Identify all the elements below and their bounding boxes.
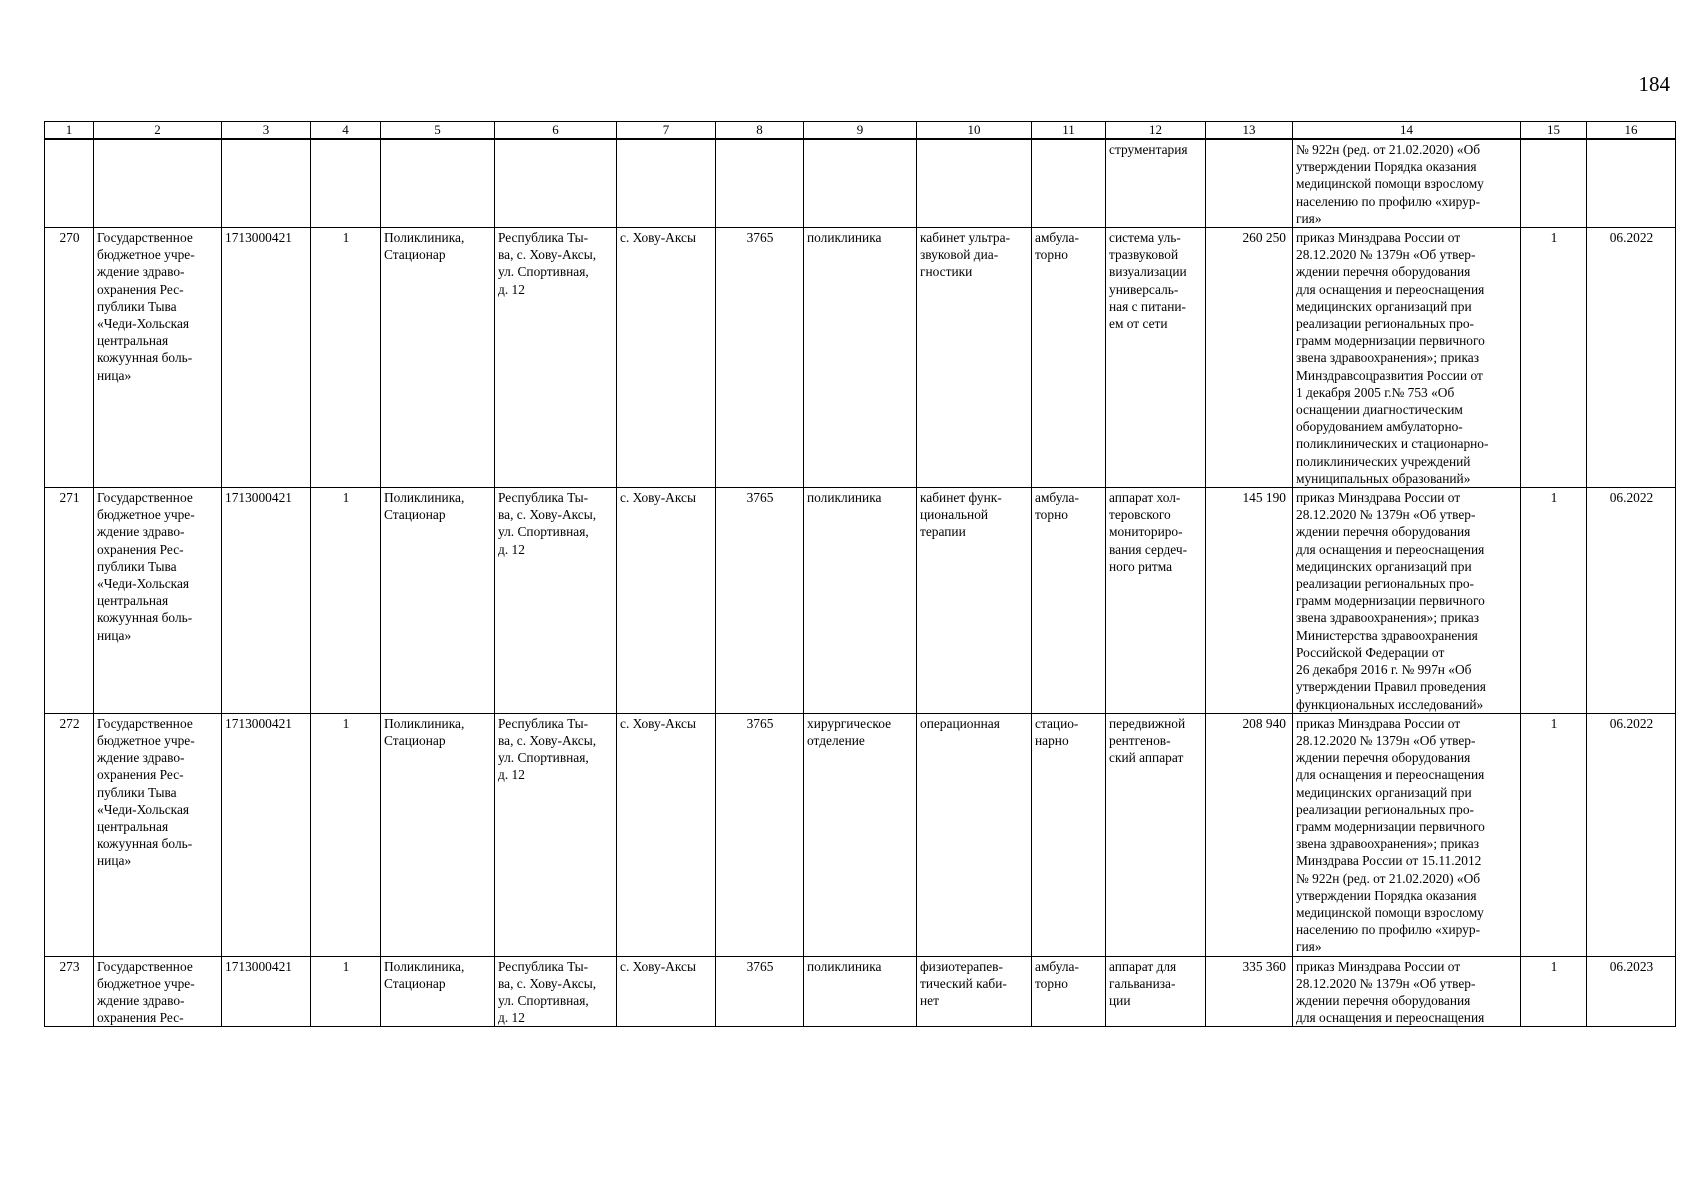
- count-cell: 1: [311, 228, 381, 488]
- address-cell: Республика Ты- ва, с. Хову-Аксы, ул. Спортивная, д. 12: [495, 956, 617, 1027]
- table-cell: [94, 139, 222, 228]
- column-header: 7: [617, 122, 716, 140]
- basis-cell: приказ Минздрава России от 28.12.2020 № 1379н «Об утвер- ждении перечня оборудования для оснащения и переоснащения медицинских организаций при реализации региональных про- грамм модернизации первичного звена здравоохранения»; приказ Минздравсоцразвития России от 1 декабря 2005 г.№ 753 «Об оснащении диагностическим оборудованием амбулаторно- поликлинических и стационарно- поликлинических учреждений муниципальных образований»: [1293, 228, 1521, 488]
- column-header: 5: [381, 122, 495, 140]
- table-cell: [1521, 139, 1587, 228]
- column-header: 1: [45, 122, 94, 140]
- column-header: 9: [804, 122, 917, 140]
- care-mode-cell: амбула- торно: [1032, 488, 1106, 714]
- facility-type-cell: Поликлиника, Стационар: [381, 956, 495, 1027]
- organization-cell: Государственное бюджетное учре- ждение здраво- охранения Рес-: [94, 956, 222, 1027]
- code-cell: 1713000421: [222, 228, 311, 488]
- equipment-cell: аппарат хол- теровского мониториро- вания сердеч- ного ритма: [1106, 488, 1206, 714]
- column-header: 6: [495, 122, 617, 140]
- header-row: [45, 122, 1676, 140]
- page-number: 184: [1638, 72, 1670, 96]
- row-number-cell: 270: [45, 228, 94, 488]
- population-cell: 3765: [716, 713, 804, 956]
- row-number-cell: 271: [45, 488, 94, 714]
- organization-cell: Государственное бюджетное учре- ждение здраво- охранения Рес- публики Тыва «Чеди-Хольская центральная кожуунная боль- ница»: [94, 488, 222, 714]
- table-row: [45, 228, 1676, 488]
- settlement-cell: с. Хову-Аксы: [617, 488, 716, 714]
- facility-type-cell: Поликлиника, Стационар: [381, 713, 495, 956]
- equipment-table: [44, 121, 1676, 1027]
- address-cell: Республика Ты- ва, с. Хову-Аксы, ул. Спортивная, д. 12: [495, 488, 617, 714]
- code-cell: 1713000421: [222, 713, 311, 956]
- facility-type-cell: Поликлиника, Стационар: [381, 228, 495, 488]
- organization-cell: Государственное бюджетное учре- ждение здраво- охранения Рес- публики Тыва «Чеди-Хольская центральная кожуунная боль- ница»: [94, 228, 222, 488]
- equipment-cell: струментария: [1106, 139, 1206, 228]
- table-cell: [45, 139, 94, 228]
- table-cell: [381, 139, 495, 228]
- room-cell: кабинет функ- циональной терапии: [917, 488, 1032, 714]
- equipment-cell: аппарат для гальваниза- ции: [1106, 956, 1206, 1027]
- count-cell: 1: [311, 488, 381, 714]
- date-cell: 06.2022: [1587, 713, 1676, 956]
- population-cell: 3765: [716, 956, 804, 1027]
- basis-cell: приказ Минздрава России от 28.12.2020 № 1379н «Об утвер- ждении перечня оборудования для оснащения и переоснащения: [1293, 956, 1521, 1027]
- date-cell: 06.2022: [1587, 488, 1676, 714]
- equipment-cell: система уль- тразвуковой визуализации универсаль- ная с питани- ем от сети: [1106, 228, 1206, 488]
- table-row-continuation: [45, 139, 1676, 228]
- date-cell: 06.2023: [1587, 956, 1676, 1027]
- code-cell: 1713000421: [222, 488, 311, 714]
- department-cell: поликлиника: [804, 488, 917, 714]
- population-cell: 3765: [716, 228, 804, 488]
- price-cell: 145 190: [1206, 488, 1293, 714]
- department-cell: поликлиника: [804, 228, 917, 488]
- organization-cell: Государственное бюджетное учре- ждение здраво- охранения Рес- публики Тыва «Чеди-Хольская центральная кожуунная боль- ница»: [94, 713, 222, 956]
- column-header: 2: [94, 122, 222, 140]
- column-header: 11: [1032, 122, 1106, 140]
- column-header: 3: [222, 122, 311, 140]
- column-header: 16: [1587, 122, 1676, 140]
- column-header: 10: [917, 122, 1032, 140]
- table-cell: [917, 139, 1032, 228]
- quantity-cell: 1: [1521, 488, 1587, 714]
- address-cell: Республика Ты- ва, с. Хову-Аксы, ул. Спортивная, д. 12: [495, 713, 617, 956]
- column-header: 13: [1206, 122, 1293, 140]
- row-number-cell: 273: [45, 956, 94, 1027]
- column-header: 8: [716, 122, 804, 140]
- room-cell: операционная: [917, 713, 1032, 956]
- department-cell: поликлиника: [804, 956, 917, 1027]
- table-cell: [222, 139, 311, 228]
- price-cell: 260 250: [1206, 228, 1293, 488]
- table-row: [45, 713, 1676, 956]
- care-mode-cell: стацио- нарно: [1032, 713, 1106, 956]
- price-cell: 208 940: [1206, 713, 1293, 956]
- quantity-cell: 1: [1521, 228, 1587, 488]
- table-cell: [617, 139, 716, 228]
- table-row: [45, 956, 1676, 1027]
- table-cell: [495, 139, 617, 228]
- care-mode-cell: амбула- торно: [1032, 228, 1106, 488]
- settlement-cell: с. Хову-Аксы: [617, 228, 716, 488]
- department-cell: хирургическое отделение: [804, 713, 917, 956]
- quantity-cell: 1: [1521, 713, 1587, 956]
- address-cell: Республика Ты- ва, с. Хову-Аксы, ул. Спортивная, д. 12: [495, 228, 617, 488]
- basis-cell: приказ Минздрава России от 28.12.2020 № 1379н «Об утвер- ждении перечня оборудования для оснащения и переоснащения медицинских организаций при реализации региональных про- грамм модернизации первичного звена здравоохранения»; приказ Министерства здравоохранения Российской Федерации от 26 декабря 2016 г. № 997н «Об утверждении Правил проведения функциональных исследований»: [1293, 488, 1521, 714]
- count-cell: 1: [311, 956, 381, 1027]
- facility-type-cell: Поликлиника, Стационар: [381, 488, 495, 714]
- settlement-cell: с. Хову-Аксы: [617, 713, 716, 956]
- basis-cell: № 922н (ред. от 21.02.2020) «Об утверждении Порядка оказания медицинской помощи взрослому населению по профилю «хирур- гия»: [1293, 139, 1521, 228]
- table-cell: [1587, 139, 1676, 228]
- room-cell: физиотерапев- тический каби- нет: [917, 956, 1032, 1027]
- row-number-cell: 272: [45, 713, 94, 956]
- date-cell: 06.2022: [1587, 228, 1676, 488]
- count-cell: 1: [311, 713, 381, 956]
- quantity-cell: 1: [1521, 956, 1587, 1027]
- column-header: 15: [1521, 122, 1587, 140]
- settlement-cell: с. Хову-Аксы: [617, 956, 716, 1027]
- table-cell: [311, 139, 381, 228]
- room-cell: кабинет ультра- звуковой диа- гностики: [917, 228, 1032, 488]
- column-header: 14: [1293, 122, 1521, 140]
- price-cell: 335 360: [1206, 956, 1293, 1027]
- care-mode-cell: амбула- торно: [1032, 956, 1106, 1027]
- table-cell: [1206, 139, 1293, 228]
- column-header: 4: [311, 122, 381, 140]
- table-cell: [716, 139, 804, 228]
- basis-cell: приказ Минздрава России от 28.12.2020 № 1379н «Об утвер- ждении перечня оборудования для оснащения и переоснащения медицинских организаций при реализации региональных про- грамм модернизации первичного звена здравоохранения»; приказ Минздрава России от 15.11.2012 № 922н (ред. от 21.02.2020) «Об утверждении Порядка оказания медицинской помощи взрослому населению по профилю «хирур- гия»: [1293, 713, 1521, 956]
- equipment-cell: передвижной рентгенов- ский аппарат: [1106, 713, 1206, 956]
- column-header: 12: [1106, 122, 1206, 140]
- population-cell: 3765: [716, 488, 804, 714]
- table-cell: [1032, 139, 1106, 228]
- table-cell: [804, 139, 917, 228]
- table-row: [45, 488, 1676, 714]
- code-cell: 1713000421: [222, 956, 311, 1027]
